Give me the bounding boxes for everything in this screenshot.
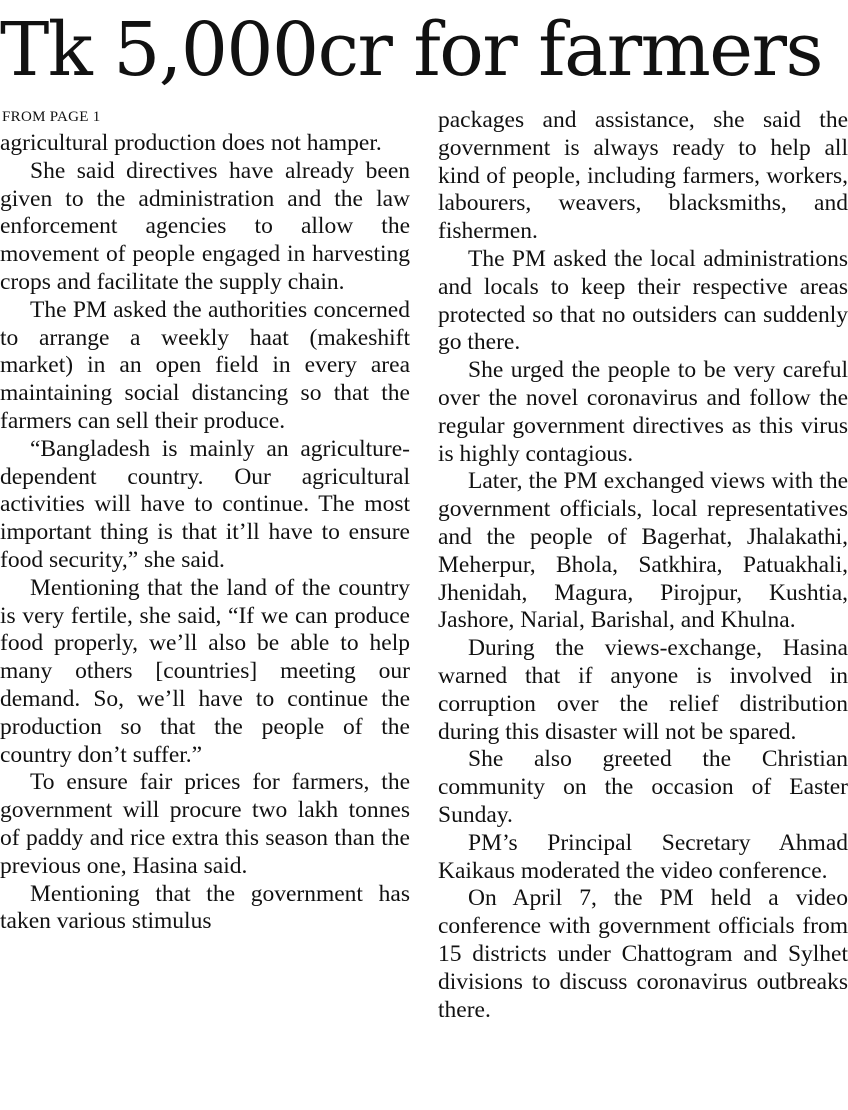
article-column-left (0, 130, 410, 936)
paragraph: Mentioning that the government has taken various stimulus (0, 880, 410, 935)
paragraph: She also greeted the Christian community on the occasion of Easter Sunday. (438, 746, 848, 828)
paragraph: Mentioning that the land of the country is very fertile, she said, “If we can produce food properly, we’ll also be able to help many others [countries] meeting our demand. So, we’ll have to continue the production so that the people of the country don’t suffer.” (0, 574, 410, 768)
article-column-right (438, 107, 848, 1024)
paragraph: On April 7, the PM held a video conference with government officials from 15 districts under Chattogram and Sylhet divisions to discuss coronavirus outbreaks there. (438, 885, 848, 1023)
paragraph: During the views-exchange, Hasina warned that if anyone is involved in corruption over the relief distribution during this disaster will not be spared. (438, 635, 848, 745)
paragraph: PM’s Principal Secretary Ahmad Kaikaus moderated the video conference. (438, 829, 848, 884)
paragraph: The PM asked the authorities concerned to arrange a weekly haat (makeshift market) in an open field in every area maintaining social distancing so that the farmers can sell their produce. (0, 296, 410, 434)
paragraph: To ensure fair prices for farmers, the government will procure two lakh tonnes of paddy and rice extra this season than the previous one, Hasina said. (0, 769, 410, 879)
paragraph: She urged the people to be very careful over the novel coronavirus and follow the regular government directives as this virus is highly contagious. (438, 357, 848, 467)
continuation-kicker: FROM PAGE 1 (2, 109, 101, 125)
headline: Tk 5,000cr for farmers (0, 7, 822, 93)
paragraph: packages and assistance, she said the government is always ready to help all kind of people, including farmers, workers, labourers, weavers, blacksmiths, and fishermen. (438, 107, 848, 245)
paragraph: agricultural production does not hamper. (0, 130, 382, 156)
paragraph: Later, the PM exchanged views with the government officials, local representatives and the people of Bagerhat, Jhalakathi, Meherpur, Bhola, Satkhira, Patuakhali, Jhenidah, Magura, Pirojpur, Kushtia, Jashore, Narial, Barishal, and Khulna. (438, 468, 848, 634)
paragraph: “Bangladesh is mainly an agriculture-dependent country. Our agricultural activities will have to continue. The most important thing is that it’ll have to ensure food security,” she said. (0, 435, 410, 573)
paragraph: She said directives have already been given to the administration and the law enforcement agencies to allow the movement of people engaged in harvesting crops and facilitate the supply chain. (0, 157, 410, 295)
paragraph: The PM asked the local administrations and locals to keep their respective areas protected so that no outsiders can suddenly go there. (438, 245, 848, 356)
